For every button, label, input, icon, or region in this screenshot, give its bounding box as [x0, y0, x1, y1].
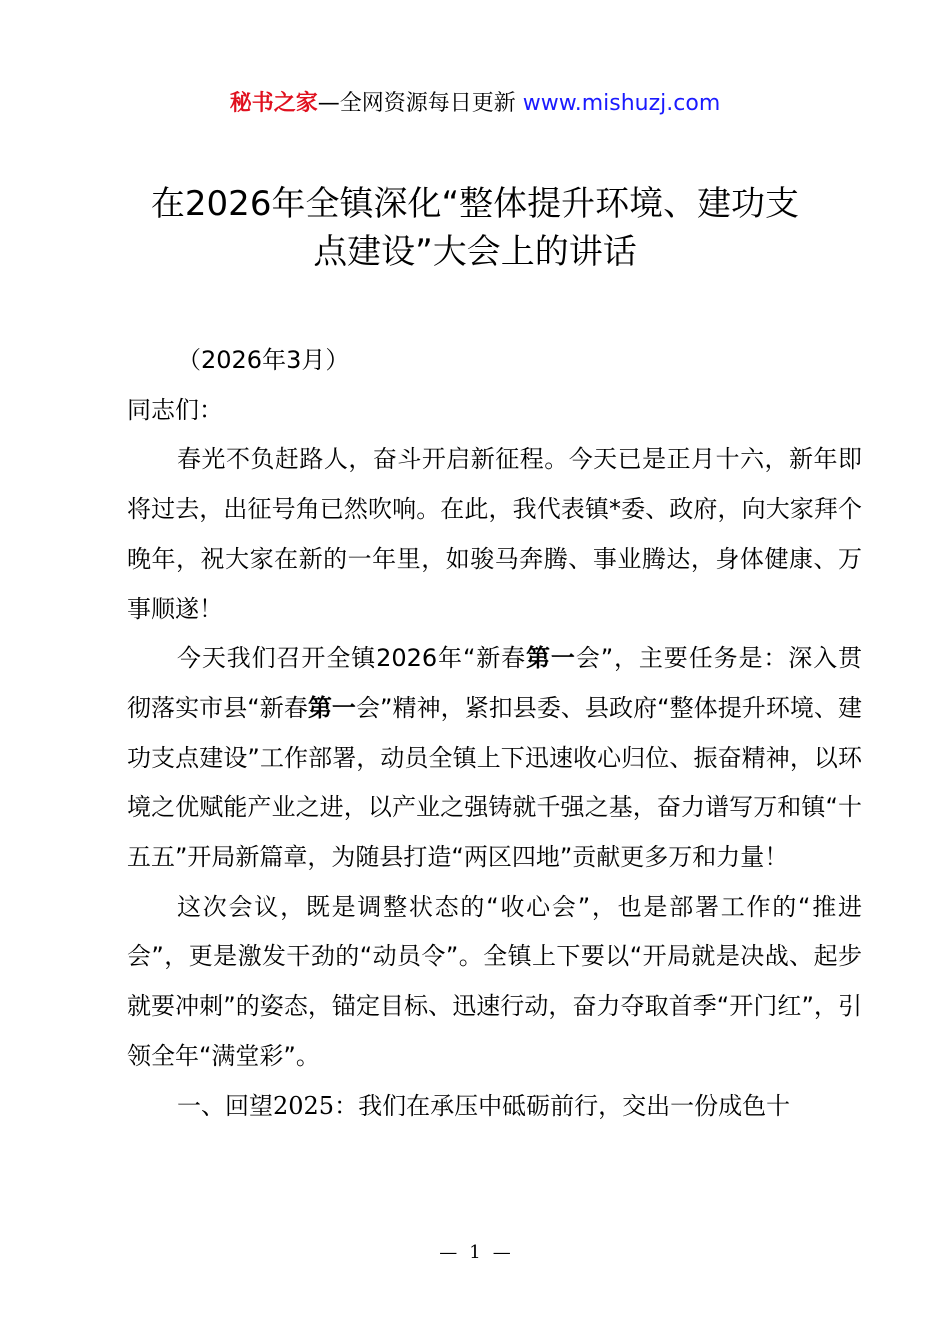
footer-dash-left: —: [439, 1242, 458, 1263]
brand-name: 秘书之家: [229, 91, 318, 116]
salutation: 同志们：: [127, 395, 223, 424]
title-line-2: 点建设”大会上的讲话: [313, 232, 637, 272]
document-body: [127, 336, 862, 1131]
title-line-1: 在2026年全镇深化“整体提升环境、建功支: [150, 184, 800, 224]
site-url[interactable]: www.mishuzj.com: [522, 91, 721, 116]
page-footer: [0, 1238, 950, 1268]
footer-dash-right: —: [492, 1242, 511, 1263]
site-header: [0, 88, 950, 120]
header-slogan: —全网资源每日更新: [317, 91, 523, 116]
paragraph-2-bold-a: 第一: [526, 644, 576, 673]
speech-date: （2026年3月）: [177, 346, 350, 374]
paragraph-1: 春光不负赶路人，奋斗开启新征程。今天已是正月十六，新年即将过去，出征号角已然吹响。在此，我代表镇*委、政府，向大家拜个晚年，祝大家在新的一年里，如骏马奔腾、事业腾达，身体健康、万事顺遂！: [127, 445, 862, 623]
paragraph-2-bold-b: 第一: [307, 693, 356, 722]
paragraph-2-part-a: 今天我们召开全镇2026年“新春: [177, 644, 527, 673]
paragraph-3: 这次会议，既是调整状态的“收心会”，也是部署工作的“推进会”，更是激发干劲的“动员令”。全镇上下要以“开局就是决战、起步就要冲刺”的姿态，锚定目标、迅速行动，奋力夺取首季“开门红”，引领全年“满堂彩”。: [127, 892, 862, 1070]
page-number: 1: [469, 1242, 481, 1263]
section-heading-1: 一、回望2025：我们在承压中砥砺前行，交出一份成色十: [177, 1091, 791, 1120]
paragraph-2-part-c: 会”，主要任务是：深入贯彻落实市县“新春: [127, 644, 863, 722]
paragraph-2-part-e: 会”精神，紧扣县委、县政府“整体提升环境、建功支点建设”工作部署，动员全镇上下迅速收心归位、振奋精神，以环境之优赋能产业之进，以产业之强铸就千强之基，奋力谱写万和镇“十五五”开局新篇章，为随县打造“两区四地”贡献更多万和力量！: [127, 693, 862, 872]
document-title: [100, 180, 850, 276]
paragraph-2: [127, 634, 862, 883]
